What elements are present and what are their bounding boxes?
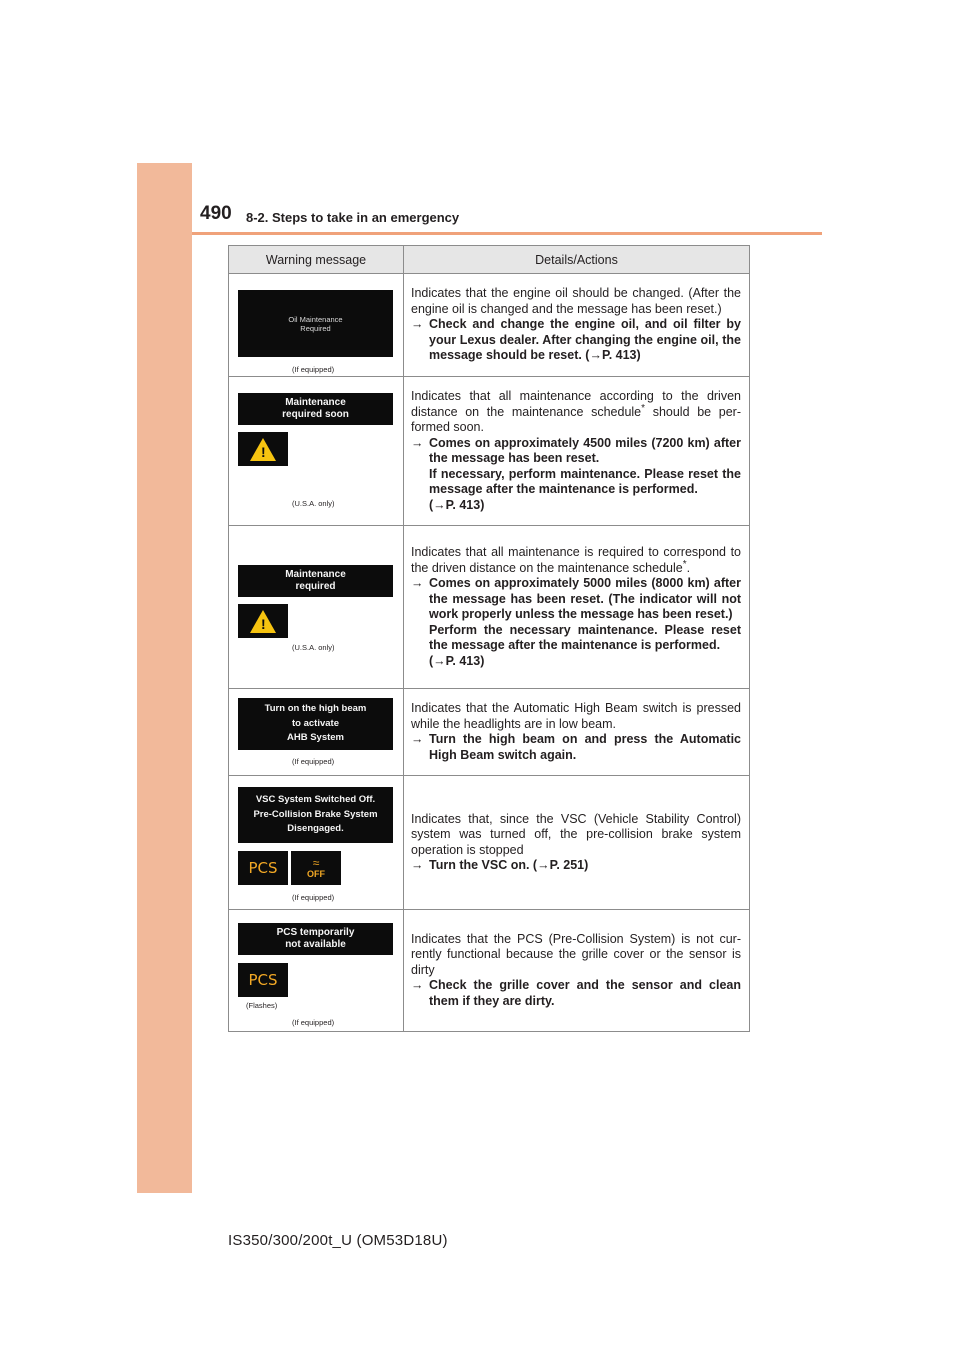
description-text: Indicates that the engine oil should be changed. (After the engine oil is changed and the message has been reset.) <box>411 286 741 316</box>
warning-cell <box>229 274 404 376</box>
equipment-note: (If equipped) <box>292 893 335 902</box>
region-note: (U.S.A. only) <box>292 499 335 508</box>
description-text: Indicates that all maintenance according to the driven distance on the maintenance schedule* should be per-formed soon. <box>411 389 742 434</box>
description-text: Indicates that the Automatic High Beam switch is pressed while the headlights are in low beam. <box>411 701 741 731</box>
oil-maintenance-display: Oil Maintenance Required <box>238 290 393 357</box>
table-header <box>229 246 749 274</box>
details-cell <box>404 910 749 1031</box>
pcs-warning-indicator: PCS <box>238 851 288 885</box>
table-row <box>229 910 749 1031</box>
arrow-icon: → <box>589 348 602 363</box>
action-text: → Comes on approximately 5000 miles (8000 km) after the message has been reset. (The indicator will not work properly unless the message has been reset.) Perform the necessary maintenance. Please reset the message after the maintenance is performed. (→P. 413) <box>411 576 741 668</box>
arrow-icon: → <box>411 858 424 872</box>
page-reference: P. 413) <box>445 497 485 512</box>
skid-car-icon: ≈ <box>312 855 320 870</box>
details-cell <box>404 377 749 525</box>
details-cell <box>404 274 749 376</box>
pcs-unavailable-display: PCS temporarily not available <box>238 923 393 955</box>
table-row <box>229 689 749 776</box>
details-cell <box>404 526 749 688</box>
table-row <box>229 526 749 689</box>
section-title: 8-2. Steps to take in an emergency <box>246 210 460 225</box>
vsc-off-indicator: ≈ OFF <box>291 851 341 885</box>
region-note: (U.S.A. only) <box>292 643 335 652</box>
table-row <box>229 377 749 526</box>
details-cell <box>404 776 749 909</box>
header-rule <box>192 232 822 235</box>
warning-triangle-icon: ! <box>250 610 276 633</box>
asterisk-mark: * <box>641 402 646 414</box>
arrow-icon: → <box>411 576 424 590</box>
asterisk-mark: * <box>682 558 687 570</box>
arrow-icon: → <box>411 978 424 993</box>
arrow-icon: → <box>411 317 424 332</box>
action-text: → Comes on approximately 4500 miles (7200 km) after the message has been reset. If necessary, perform maintenance. Please reset the message after the maintenance is performed. (→P. 413) <box>411 435 741 512</box>
vsc-off-display: VSC System Switched Off. Pre-Collision Brake System Disengaged. <box>238 787 393 843</box>
maintenance-required-display: Maintenance required <box>238 565 393 597</box>
master-warning-indicator <box>238 432 288 466</box>
arrow-icon: → <box>411 435 424 450</box>
warning-cell <box>229 689 404 775</box>
table-row <box>229 776 749 910</box>
page-reference: P. 413) <box>601 348 641 363</box>
column-header-details: Details/Actions <box>535 252 618 267</box>
model-footer: IS350/300/200t_U (OM53D18U) <box>228 1232 448 1249</box>
action-text: → Turn the VSC on. (→P. 251) <box>411 858 589 872</box>
equipment-note: (If equipped) <box>292 1018 335 1027</box>
details-cell <box>404 689 749 775</box>
arrow-icon: → <box>411 732 424 746</box>
action-text: → Check the grille cover and the sensor and clean them if they are dirty. <box>411 978 741 1008</box>
equipment-note: (If equipped) <box>292 365 335 374</box>
warning-cell <box>229 377 404 525</box>
description-text: Indicates that, since the VSC (Vehicle Stability Control) system was turned off, the pre-collision brake system operation is stopped <box>411 811 741 857</box>
arrow-icon: → <box>433 497 446 512</box>
action-text: → Turn the high beam on and press the Automatic High Beam switch again. <box>411 732 741 762</box>
warning-triangle-icon: ! <box>250 438 276 461</box>
description-text: Indicates that all maintenance is required to correspond to the driven distance on the maintenance schedule*. <box>411 545 741 575</box>
page-number: 490 <box>200 203 232 224</box>
maintenance-soon-display: Maintenance required soon <box>238 393 393 425</box>
action-text: → Check and change the engine oil, and oil filter by your Lexus dealer. After changing the engine oil, the message should be reset. (→P. 413) <box>411 317 741 363</box>
table-row <box>229 274 749 377</box>
warning-cell <box>229 776 404 909</box>
warning-cell <box>229 910 404 1031</box>
arrow-icon: → <box>433 653 446 668</box>
warning-cell <box>229 526 404 688</box>
pcs-warning-indicator: PCS <box>238 963 288 997</box>
flash-note: (Flashes) <box>246 1001 278 1010</box>
ahb-display: Turn on the high beam to activate AHB System <box>238 698 393 750</box>
master-warning-indicator <box>238 604 288 638</box>
equipment-note: (If equipped) <box>292 757 335 766</box>
page-reference: P. 251) <box>549 858 589 872</box>
warning-message-table <box>228 245 750 1032</box>
description-text: Indicates that the PCS (Pre-Collision System) is not cur-rently functional because the grille cover or the sensor is dirty <box>411 931 741 977</box>
page-reference: P. 413) <box>445 653 485 668</box>
section-tab-band <box>137 163 192 1193</box>
arrow-icon: → <box>537 858 550 872</box>
column-header-warning: Warning message <box>229 246 404 273</box>
